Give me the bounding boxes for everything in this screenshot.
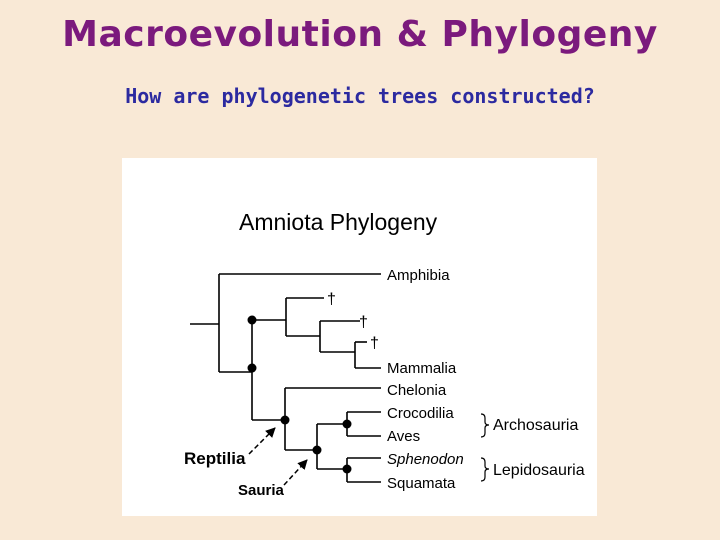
taxon-label-chelonia: Chelonia (387, 382, 447, 399)
arrow-to-sauria-node (284, 460, 307, 485)
brace-archosauria (481, 414, 489, 437)
node-marker (343, 465, 352, 474)
taxon-label-squamata: Squamata (387, 475, 456, 492)
node-marker (313, 446, 322, 455)
node-marker (343, 420, 352, 429)
group-pointers (249, 428, 307, 485)
taxon-label-crocodilia: Crocodilia (387, 405, 454, 422)
group-label-archosauria: Archosauria (493, 417, 579, 434)
node-marker (248, 364, 257, 373)
arrow-to-reptilia-node (249, 428, 275, 454)
taxon-label-sphenodon: Sphenodon (387, 451, 464, 468)
phylogeny-tree (122, 158, 597, 516)
slide-subtitle: How are phylogenetic trees constructed? (125, 84, 595, 108)
extinct-marker: † (359, 314, 368, 331)
node-marker (248, 316, 257, 325)
group-label-sauria: Sauria (238, 482, 284, 499)
taxon-label-amphibia: Amphibia (387, 267, 450, 284)
taxon-label-mammalia: Mammalia (387, 360, 457, 377)
group-label-reptilia: Reptilia (184, 449, 246, 468)
slide-title: Macroevolution & Phylogeny (62, 14, 658, 55)
extinct-marker: † (370, 335, 379, 352)
extinct-marker: † (327, 291, 336, 308)
brace-lepidosauria (481, 458, 489, 481)
phylogeny-figure (122, 158, 597, 516)
taxon-label-aves: Aves (387, 428, 421, 445)
node-marker (281, 416, 290, 425)
figure-title: Amniota Phylogeny (239, 209, 438, 235)
group-braces (481, 414, 489, 481)
group-label-lepidosauria: Lepidosauria (493, 462, 585, 479)
